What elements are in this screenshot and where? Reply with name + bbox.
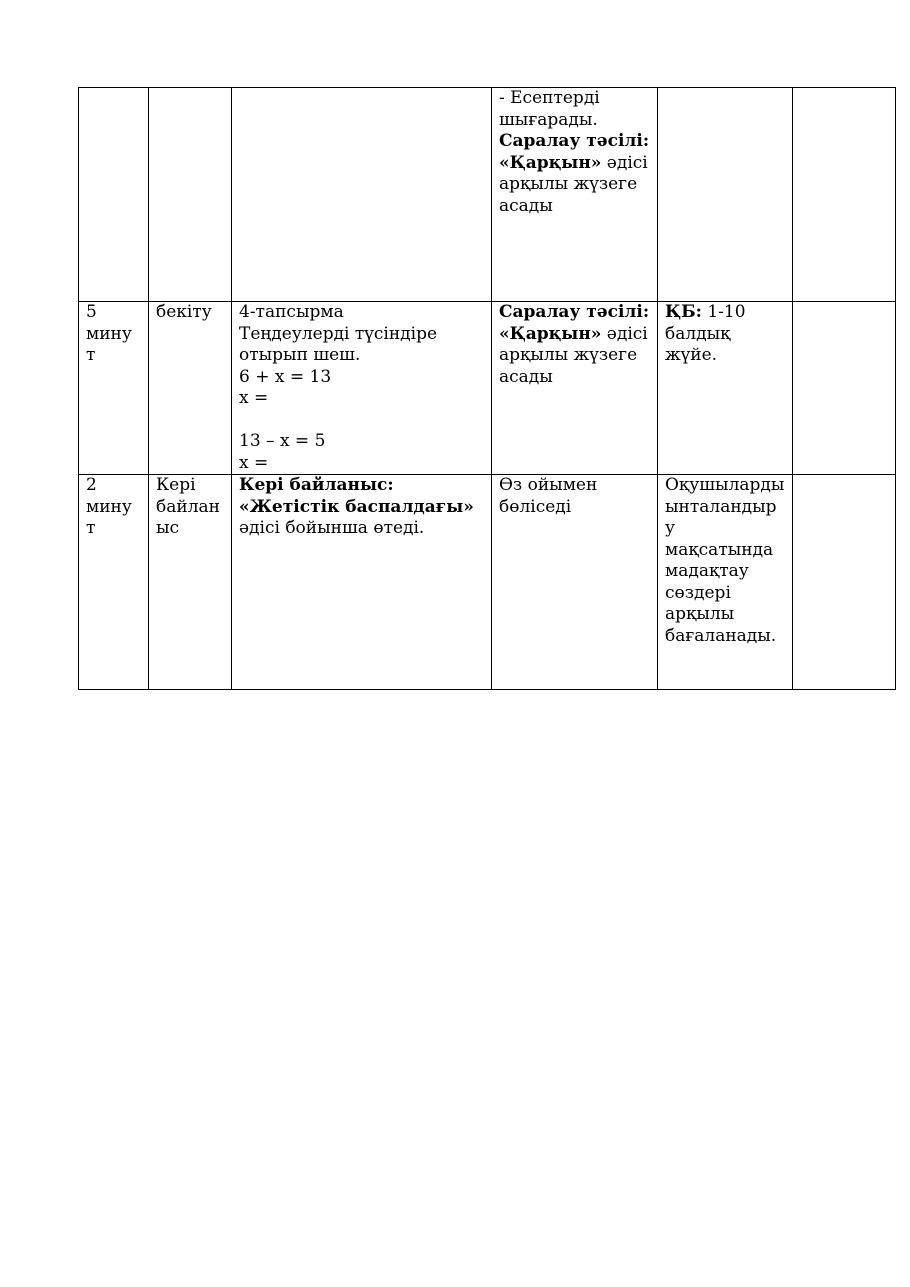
assessment-text: 1-10 балдық жүйе. bbox=[665, 302, 746, 365]
task-cell bbox=[232, 475, 492, 690]
time-cell: 5 минут bbox=[79, 302, 149, 475]
differentiation-text: әдісі арқылы жүзеге асады bbox=[499, 152, 648, 216]
blank-line bbox=[239, 410, 484, 432]
feedback-method: Кері байланыс: «Жетістік баспалдағы» bbox=[239, 475, 474, 517]
differentiation-method: Саралау тәсілі: «Қарқын» bbox=[499, 302, 650, 344]
student-activity-cell bbox=[492, 88, 658, 302]
table-row bbox=[79, 302, 896, 475]
equation-1: 6 + x = 13 bbox=[239, 366, 332, 387]
task-cell bbox=[232, 88, 492, 302]
stage-cell: бекіту bbox=[149, 302, 232, 475]
table-row bbox=[79, 475, 896, 690]
task-instruction: Теңдеулерді түсіндіре отырып шеш. bbox=[239, 323, 443, 365]
assessment-cell bbox=[658, 88, 793, 302]
differentiation-text: әдісі арқылы жүзеге асады bbox=[499, 323, 648, 387]
resources-cell bbox=[793, 302, 896, 475]
feedback-text: әдісі бойынша өтеді. bbox=[239, 518, 425, 538]
task-title: 4-тапсырма bbox=[239, 302, 344, 322]
resources-cell bbox=[793, 88, 896, 302]
time-cell bbox=[79, 88, 149, 302]
resources-cell bbox=[793, 475, 896, 690]
student-activity-cell bbox=[492, 302, 658, 475]
answer-1: x = bbox=[239, 388, 269, 408]
table-row bbox=[79, 88, 896, 302]
task-cell bbox=[232, 302, 492, 475]
answer-2: x = bbox=[239, 452, 269, 473]
assessment-cell: Оқушыларды ынталандыру мақсатында мадақтау сөздері арқылы бағаланады. bbox=[658, 475, 793, 690]
equation-2: 13 – x = 5 bbox=[239, 431, 326, 451]
stage-cell bbox=[149, 88, 232, 302]
assessment-label: ҚБ: bbox=[665, 302, 702, 322]
differentiation-method: Саралау тәсілі: «Қарқын» bbox=[499, 131, 650, 173]
student-activity-cell: Өз ойымен бөліседі bbox=[492, 475, 658, 690]
time-cell: 2 минут bbox=[79, 475, 149, 690]
student-activity-intro: - Есептерді шығарады. bbox=[499, 88, 600, 130]
assessment-cell bbox=[658, 302, 793, 475]
lesson-plan-table bbox=[78, 87, 896, 690]
stage-cell: Кері байланыс bbox=[149, 475, 232, 690]
